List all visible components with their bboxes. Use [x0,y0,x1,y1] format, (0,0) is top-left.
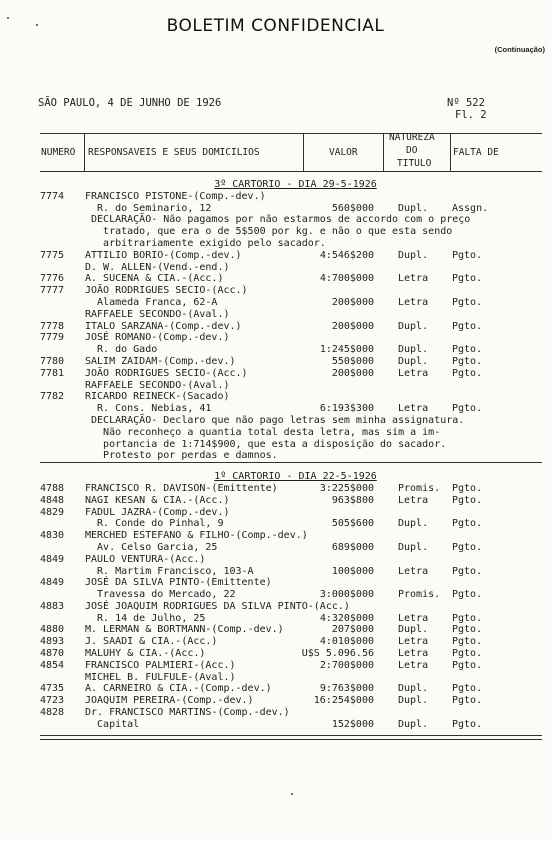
entry-value: 505$600 [331,518,374,530]
entry-num: 4830 [40,530,65,542]
entry-type: Letra [398,273,429,285]
col-natureza-1: NATUREZA [389,132,435,143]
entry-name: tratado, que era o de 5$500 por kg. e não o que esta sendo [85,226,453,238]
col-divider [383,134,384,171]
entry-name: JOÃO RODRIGUES SECIO-(Acc.) [85,285,248,297]
entry-name: ITALO SARZANA-(Comp.-dev.) [85,320,242,332]
entry-type: Dupl. [398,541,429,553]
entry-name: J. SAADI & CIA.-(Acc.) [85,636,218,648]
entry-row [0,695,551,707]
entry-name: R. Martim Francisco, 103-A [85,565,254,577]
col-numero: NUMERO [41,147,76,158]
entry-reason: Pgto. [452,718,483,730]
col-falta: FALTA DE [453,147,499,158]
entry-name: FRANCISCO PALMIERI-(Acc.) [85,659,236,671]
entry-name: RAFFAELE SECONDO-(Aval.) [85,379,230,391]
entry-num: 4849 [40,553,65,565]
entry-type: Letra [398,403,429,415]
bulletin-number-block [447,97,487,121]
entry-name: PAULO VENTURA-(Acc.) [85,553,206,565]
entry-row [0,495,551,507]
entry-row [0,297,551,309]
entry-name: Av. Celso Garcia, 25 [85,541,218,553]
document-date: SÃO PAULO, 4 DE JUNHO DE 1926 [38,97,222,109]
entry-num: 4854 [40,659,65,671]
entry-row [0,332,551,344]
entry-name: R. Cons. Nebias, 41 [85,403,212,415]
entry-num: 4893 [40,636,65,648]
entry-value: 9:763$000 [319,683,374,695]
entry-row [0,403,551,415]
col-valor: VALOR [329,147,358,158]
entry-row [0,648,551,660]
entry-num: 4883 [40,600,65,612]
entry-name: NAGI KESAN & CIA.-(Acc.) [85,494,230,506]
entry-row [0,380,551,392]
entry-name: RICARDO REINECK-(Sacado) [85,391,230,403]
paper-speck [36,24,38,26]
entry-name: R. Conde do Pinhal, 9 [85,518,224,530]
entry-value: 1:245$000 [319,344,374,356]
entry-value: 963$800 [331,494,374,506]
entry-value: U$S 5.096.56 [301,648,374,660]
entry-type: Dupl. [398,320,429,332]
entry-num: 4828 [40,707,65,719]
entry-row [0,554,551,566]
entry-name: MICHEL B. FULFULE-(Aval.) [85,671,236,683]
entry-row [0,191,551,203]
entry-row [0,672,551,684]
entry-row [0,273,551,285]
entry-name: A. CARNEIRO & CIA.-(Comp.-dev.) [85,683,272,695]
entry-value: 200$000 [331,320,374,332]
entry-value: 689$000 [331,541,374,553]
entry-row [0,613,551,625]
column-header [40,133,542,172]
entry-name: Travessa do Mercado, 22 [85,589,236,601]
sheet-number: Fl. 2 [455,109,487,121]
entry-type: Dupl. [398,624,429,636]
entry-value: 100$000 [331,565,374,577]
entry-reason: Pgto. [452,636,483,648]
entry-value: 207$000 [331,624,374,636]
entry-value: 4:010$000 [319,636,374,648]
entry-value: 6:193$300 [319,403,374,415]
entry-name: R. do Seminario, 12 [85,202,212,214]
entry-type: Dupl. [398,695,429,707]
entry-reason: Pgto. [452,612,483,624]
entry-row [0,719,551,731]
entry-value: 3:000$000 [319,589,374,601]
entry-row [0,530,551,542]
entry-name: JOSÉ ROMANO-(Comp.-dev.) [85,332,230,344]
entry-type: Dupl. [398,355,429,367]
entry-type: Letra [398,565,429,577]
entry-reason: Pgto. [452,482,483,494]
entry-value: 4:320$000 [319,612,374,624]
col-divider [303,134,304,171]
entry-row [0,707,551,719]
entry-reason: Pgto. [452,565,483,577]
entry-name: Protesto por perdas e damnos. [85,450,278,462]
entry-row [0,309,551,321]
entry-num: 4829 [40,506,65,518]
entry-name: R. 14 de Julho, 25 [85,612,206,624]
col-divider [84,134,85,171]
entry-type: Letra [398,612,429,624]
entry-num: 7774 [40,190,65,202]
entry-value: 16:254$000 [313,695,374,707]
entry-name: DECLARAÇÃO- Não pagamos por não estarmos de accordo com o preço [85,214,471,226]
entry-type: Letra [398,636,429,648]
entry-reason: Assgn. [452,202,489,214]
closing-double-rule [40,735,542,740]
entry-row [0,636,551,648]
entry-value: 560$000 [331,202,374,214]
continuation-label: (Continuação) [494,45,545,54]
entry-row [0,214,551,226]
col-divider [450,134,451,171]
entry-row [0,238,551,250]
entry-type: Letra [398,659,429,671]
entry-type: Promis. [398,589,441,601]
entry-name: arbitrariamente exigido pelo sacador. [85,237,326,249]
entry-row [0,439,551,451]
entry-name: FADUL JAZRA-(Comp.-dev.) [85,506,230,518]
entry-name: ATTILIO BORIO-(Comp.-dev.) [85,249,242,261]
entry-num: 4870 [40,648,65,660]
entry-name: FRANCISCO PISTONE-(Comp.-dev.) [85,190,266,202]
entry-row [0,344,551,356]
entry-name: MALUHY & CIA.-(Acc.) [85,648,206,660]
entry-name: SALIM ZAIDAM-(Comp.-dev.) [85,355,236,367]
entry-type: Letra [398,494,429,506]
entry-row [0,450,551,462]
entry-reason: Pgto. [452,648,483,660]
entry-type: Dupl. [398,249,429,261]
entry-type: Letra [398,648,429,660]
entry-name: JOÃO RODRIGUES SECIO-(Acc.) [85,367,248,379]
entry-type: Dupl. [398,518,429,530]
entry-num: 4848 [40,494,65,506]
entry-row [0,518,551,530]
entry-num: 7776 [40,273,65,285]
entry-value: 200$000 [331,296,374,308]
entry-row [0,262,551,274]
entry-row [0,285,551,297]
entry-row [0,203,551,215]
entry-name: RAFFAELE SECONDO-(Aval.) [85,308,230,320]
paper-speck [291,793,293,795]
entry-reason: Pgto. [452,344,483,356]
entry-row [0,250,551,262]
entry-num: 4880 [40,624,65,636]
entry-type: Dupl. [398,344,429,356]
entry-num: 7780 [40,355,65,367]
entries-list [0,179,551,731]
paper-speck [7,17,9,19]
entry-row [0,391,551,403]
entry-num: 4723 [40,695,65,707]
entry-type: Promis. [398,482,441,494]
entry-type: Dupl. [398,683,429,695]
entry-name: JOAQUIM PEREIRA-(Comp.-dev.) [85,695,254,707]
entry-num: 7775 [40,249,65,261]
entry-type: Letra [398,296,429,308]
entry-reason: Pgto. [452,320,483,332]
entry-row [0,368,551,380]
entry-row [0,321,551,333]
entry-name: Dr. FRANCISCO MARTINS-(Comp.-dev.) [85,707,290,719]
entry-reason: Pgto. [452,296,483,308]
entry-row [0,356,551,368]
entry-reason: Pgto. [452,273,483,285]
entry-row [0,601,551,613]
entry-reason: Pgto. [452,659,483,671]
entry-name: A. SUCENA & CIA.-(Acc.) [85,273,224,285]
col-natureza-2: DO [406,145,418,156]
entry-row [0,683,551,695]
section-heading: 3º CARTORIO - DIA 29-5-1926 [214,179,377,190]
entry-row [0,483,551,495]
entry-name: DECLARAÇÃO- Declaro que não pago letras sem minha assignatura. [85,414,465,426]
entry-reason: Pgto. [452,249,483,261]
entry-name: Não reconheço a quantia total desta letra, mas sim a im- [85,426,441,438]
entry-num: 4735 [40,683,65,695]
entry-name: M. LERMAN & BORTMANN-(Comp.-dev.) [85,624,284,636]
section-heading: 1º CARTORIO - DIA 22-5-1926 [214,471,377,483]
entry-name: MERCHED ESTEFANO & FILHO-(Comp.-dev.) [85,530,308,542]
entry-value: 550$000 [331,355,374,367]
entry-value: 2:700$000 [319,659,374,671]
entry-value: 200$000 [331,367,374,379]
entry-name: JOSÉ JOAQUIM RODRIGUES DA SILVA PINTO-(Acc.) [85,600,350,612]
entry-name: JOSÉ DA SILVA PINTO-(Emittente) [85,577,272,589]
entry-type: Dupl. [398,202,429,214]
entry-row [0,542,551,554]
entry-row [0,226,551,238]
entry-reason: Pgto. [452,518,483,530]
entry-reason: Pgto. [452,403,483,415]
entry-row [0,507,551,519]
entry-row [0,427,551,439]
entry-row [0,589,551,601]
entry-value: 4:700$000 [319,273,374,285]
entry-reason: Pgto. [452,355,483,367]
entry-type: Letra [398,367,429,379]
entry-reason: Pgto. [452,589,483,601]
section-separator [40,462,542,471]
col-responsaveis: RESPONSAVEIS E SEUS DOMICILIOS [88,147,260,158]
document-title: BOLETIM CONFIDENCIAL [166,16,385,36]
entry-num: 7781 [40,367,65,379]
entry-num: 4788 [40,482,65,494]
entry-name: Capital [85,718,140,730]
entry-reason: Pgto. [452,494,483,506]
entry-value: 3:225$000 [319,482,374,494]
entry-num: 7779 [40,332,65,344]
entry-reason: Pgto. [452,541,483,553]
entry-reason: Pgto. [452,624,483,636]
entry-name: R. do Gado [85,344,158,356]
entry-row [0,577,551,589]
entry-name: D. W. ALLEN-(Vend.-end.) [85,261,230,273]
entry-type: Dupl. [398,718,429,730]
entry-row [0,660,551,672]
bulletin-number: Nº 522 [447,97,485,109]
entry-reason: Pgto. [452,367,483,379]
entry-num: 7777 [40,285,65,297]
entry-value: 152$000 [331,718,374,730]
entry-name: FRANCISCO R. DAVISON-(Emittente) [85,482,278,494]
entry-num: 7782 [40,391,65,403]
entry-reason: Pgto. [452,683,483,695]
entry-row [0,415,551,427]
entry-reason: Pgto. [452,695,483,707]
entry-name: Alameda Franca, 62-A [85,296,218,308]
entry-num: 7778 [40,320,65,332]
entry-row [0,566,551,578]
entry-name: portancia de 1:714$900, que esta a disposição do sacador. [85,438,447,450]
col-natureza-3: TITULO [397,158,432,169]
entry-num: 4849 [40,577,65,589]
entry-row [0,624,551,636]
entry-value: 4:546$200 [319,249,374,261]
